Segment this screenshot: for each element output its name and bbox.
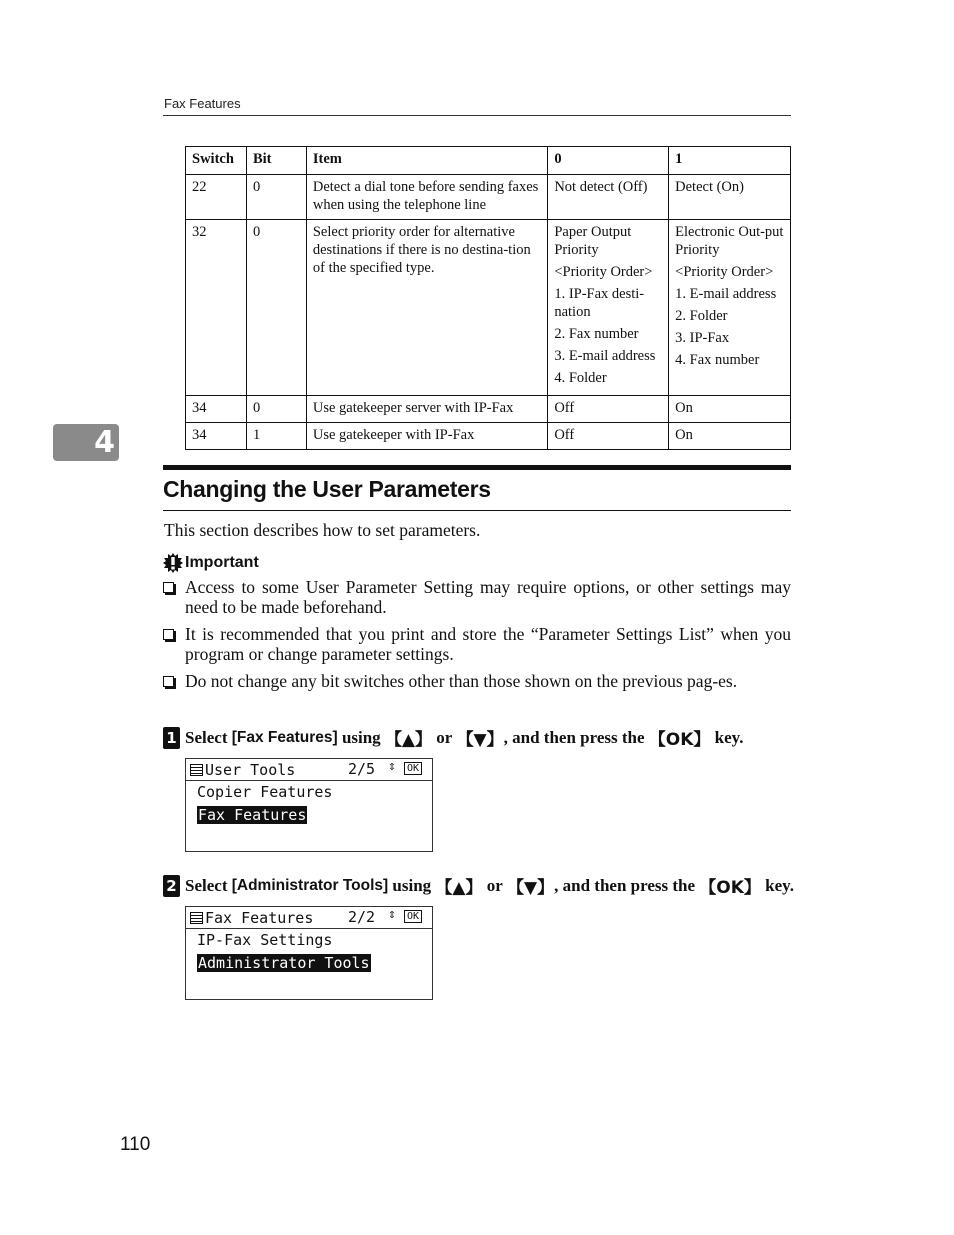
cell-line: Paper Output Priority xyxy=(554,224,632,258)
cell-value-1 xyxy=(669,220,791,396)
down-arrow-key: 【▼】 xyxy=(507,878,555,898)
checkbox-bullet-icon xyxy=(163,629,174,640)
menu-list-icon xyxy=(190,912,203,924)
note-text: Do not change any bit switches other than those shown on the previous pag-es. xyxy=(185,671,738,691)
step-number-icon: 2 xyxy=(163,875,180,897)
lcd-menu-item[interactable] xyxy=(197,929,432,952)
lcd-page-indicator: 2/2 xyxy=(348,908,376,926)
header-rule xyxy=(163,115,791,116)
cell-bit: 0 xyxy=(246,175,306,220)
cell-item: Use gatekeeper server with IP-Fax xyxy=(306,396,547,423)
lcd-menu-item-label: IP-Fax Settings xyxy=(197,931,333,949)
step-target-key: [Administrator Tools] xyxy=(231,876,389,894)
note-item xyxy=(163,671,791,691)
up-arrow-key: 【▲】 xyxy=(435,878,483,898)
lcd-menu-item-label: Fax Features xyxy=(198,806,307,824)
intro-text: This section describes how to set parameters. xyxy=(164,520,481,540)
cell-line: Electronic Out-put Priority xyxy=(675,224,784,258)
cell-bit: 1 xyxy=(246,423,306,450)
cell-value-1 xyxy=(669,396,791,423)
lcd-menu-item-label: Administrator Tools xyxy=(198,954,370,972)
cell-line: On xyxy=(675,400,693,416)
lcd-menu-item[interactable] xyxy=(197,781,432,804)
cell-switch: 32 xyxy=(186,220,247,396)
step-number-icon: 1 xyxy=(163,727,180,749)
cell-line: 2. Folder xyxy=(675,308,728,324)
header-item: Item xyxy=(306,147,547,175)
menu-list-icon xyxy=(190,764,203,776)
lcd-menu-item-label: Copier Features xyxy=(197,783,333,801)
cell-line: 2. Fax number xyxy=(554,326,639,342)
down-arrow-key: 【▼】 xyxy=(456,730,504,750)
note-item xyxy=(163,577,791,617)
page-number: 110 xyxy=(120,1134,151,1155)
running-header: Fax Features xyxy=(164,96,241,111)
step-then: , and then press the xyxy=(554,875,696,895)
table-row xyxy=(186,220,791,396)
note-item xyxy=(163,624,791,664)
cell-line: 4. Folder xyxy=(554,370,607,386)
cell-line: Not detect (Off) xyxy=(554,179,648,195)
cell-line: 1. IP-Fax desti-nation xyxy=(554,286,645,320)
cell-bit: 0 xyxy=(246,220,306,396)
step-or: or xyxy=(436,727,453,747)
cell-line: 4. Fax number xyxy=(675,352,760,368)
step-target-key: [Fax Features] xyxy=(231,728,338,746)
lcd-screen-user-tools xyxy=(185,758,433,852)
step-select: Select xyxy=(185,875,228,895)
up-down-arrows-icon: ⇕ xyxy=(388,907,396,922)
step-using: using xyxy=(392,875,432,895)
cell-switch: 34 xyxy=(186,423,247,450)
table-row xyxy=(186,423,791,450)
cell-value-0 xyxy=(548,175,669,220)
cell-line: <Priority Order> xyxy=(675,264,774,280)
ok-key: 【OK】 xyxy=(648,730,711,750)
cell-value-0 xyxy=(548,396,669,423)
step-key-word: key. xyxy=(714,727,744,747)
table-header-row xyxy=(186,147,791,175)
cell-bit: 0 xyxy=(246,396,306,423)
step-key-word: key. xyxy=(765,875,794,895)
cell-switch: 34 xyxy=(186,396,247,423)
header-switch: Switch xyxy=(186,147,247,175)
lcd-title-row xyxy=(186,759,432,781)
cell-item: Use gatekeeper with IP-Fax xyxy=(306,423,547,450)
note-text: Access to some User Parameter Setting may require options, or other settings may need to be made beforehand. xyxy=(185,577,791,617)
cell-value-0 xyxy=(548,423,669,450)
lcd-screen-fax-features xyxy=(185,906,433,1000)
lcd-title-row xyxy=(186,907,432,929)
step-select: Select xyxy=(185,727,228,747)
cell-item: Select priority order for alternative destinations if there is no destina-tion of the specified type. xyxy=(306,220,547,396)
step-2 xyxy=(163,873,794,898)
checkbox-bullet-icon xyxy=(163,582,174,593)
cell-switch: 22 xyxy=(186,175,247,220)
cell-value-1 xyxy=(669,423,791,450)
bit-switch-table xyxy=(185,146,791,450)
cell-line: Detect (On) xyxy=(675,179,744,195)
cell-line: Off xyxy=(554,427,575,443)
chapter-tab: 4 xyxy=(53,424,119,461)
header-value-1: 1 xyxy=(669,147,791,175)
lcd-page-indicator: 2/5 xyxy=(348,760,376,778)
cell-line: On xyxy=(675,427,693,443)
important-heading xyxy=(163,553,259,573)
section-rule-top xyxy=(163,465,791,470)
checkbox-bullet-icon xyxy=(163,676,174,687)
up-down-arrows-icon: ⇕ xyxy=(388,759,396,774)
cell-value-0 xyxy=(548,220,669,396)
section-title: Changing the User Parameters xyxy=(163,476,491,502)
lcd-title: User Tools xyxy=(205,760,296,779)
step-1 xyxy=(163,725,743,750)
section-rule-bottom xyxy=(163,510,791,511)
ok-button-icon: OK xyxy=(404,910,422,923)
cell-item: Detect a dial tone before sending faxes when using the telephone line xyxy=(306,175,547,220)
important-icon xyxy=(163,553,183,573)
step-then: , and then press the xyxy=(503,727,645,747)
cell-line: 3. E-mail address xyxy=(554,348,656,364)
cell-line: 3. IP-Fax xyxy=(675,330,730,346)
cell-line: <Priority Order> xyxy=(554,264,653,280)
step-or: or xyxy=(486,875,503,895)
ok-button-icon: OK xyxy=(404,762,422,775)
table-row xyxy=(186,175,791,220)
cell-line: 1. E-mail address xyxy=(675,286,777,302)
header-bit: Bit xyxy=(246,147,306,175)
cell-value-1 xyxy=(669,175,791,220)
table-row xyxy=(186,396,791,423)
lcd-menu-item-selected[interactable] xyxy=(197,952,432,975)
lcd-title: Fax Features xyxy=(205,908,314,927)
up-arrow-key: 【▲】 xyxy=(384,730,433,750)
cell-line: Off xyxy=(554,400,575,416)
header-value-0: 0 xyxy=(548,147,669,175)
ok-key: 【OK】 xyxy=(699,878,761,898)
note-text: It is recommended that you print and store the “Parameter Settings List” when you program or change parameter settings. xyxy=(185,624,791,664)
lcd-menu-item-selected[interactable] xyxy=(197,804,432,827)
step-using: using xyxy=(341,727,381,747)
important-label: Important xyxy=(185,554,259,571)
important-notes xyxy=(163,577,791,698)
